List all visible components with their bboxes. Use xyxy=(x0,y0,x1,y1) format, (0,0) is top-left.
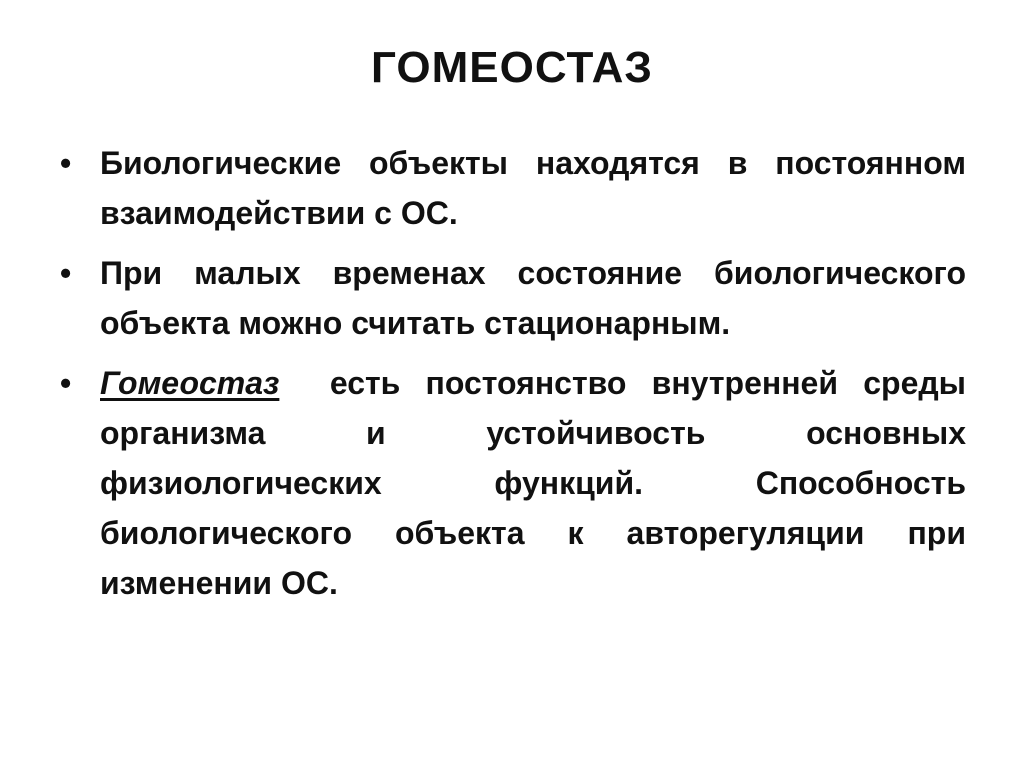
bullet-icon: • xyxy=(60,255,72,291)
bullet-term: Гомеостаз xyxy=(100,365,280,401)
slide-title: ГОМЕОСТАЗ xyxy=(371,43,653,92)
bullet-icon: • xyxy=(60,365,72,401)
bullet-text: есть постоянство внутренней среды организма и устойчивость основных физиологических функций. Способность биологического объекта к авторегуляции при изменении ОС. xyxy=(100,365,975,601)
bullet-list xyxy=(60,138,975,618)
bullet-icon: • xyxy=(60,145,72,181)
bullet-text: При малых временах состояние биологического объекта можно считать стационарным. xyxy=(100,255,966,341)
bullet-item xyxy=(60,138,966,238)
bullet-item xyxy=(60,358,975,608)
bullet-text: Биологические объекты находятся в постоянном взаимодействии с ОС. xyxy=(100,145,966,231)
bullet-item xyxy=(60,248,966,348)
